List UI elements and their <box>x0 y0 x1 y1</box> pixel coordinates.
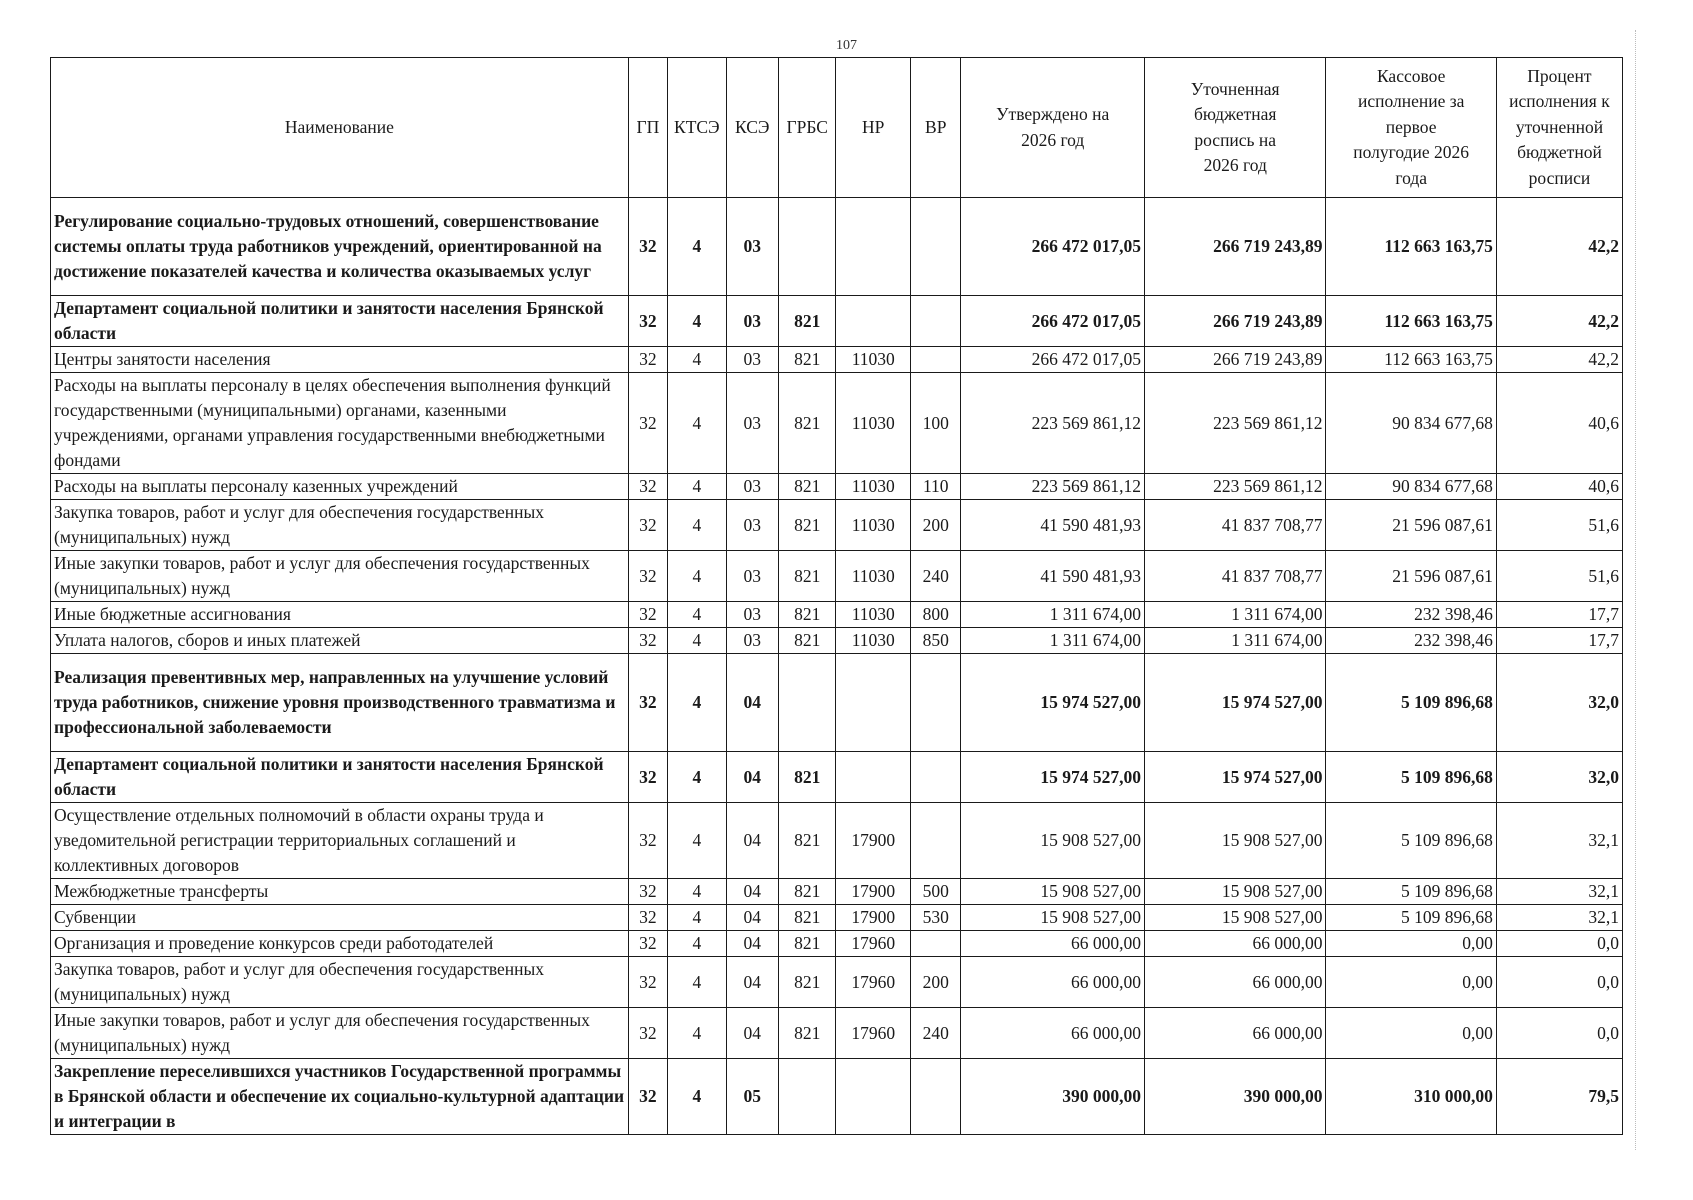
table-row <box>51 551 1623 602</box>
cell-kse: 03 <box>726 373 778 474</box>
cell-vr <box>911 1059 961 1135</box>
cell-vr <box>911 931 961 957</box>
cell-name: Центры занятости населения <box>51 347 629 373</box>
cell-percent: 40,6 <box>1496 474 1622 500</box>
cell-grbs <box>778 198 835 296</box>
cell-percent: 79,5 <box>1496 1059 1622 1135</box>
cell-percent: 0,0 <box>1496 931 1622 957</box>
cell-ktse: 4 <box>668 1008 726 1059</box>
cell-gp: 32 <box>628 551 667 602</box>
cell-gp: 32 <box>628 500 667 551</box>
cell-gp: 32 <box>628 957 667 1008</box>
cell-percent: 32,0 <box>1496 654 1622 752</box>
cell-kse: 04 <box>726 1008 778 1059</box>
cell-cash: 90 834 677,68 <box>1326 373 1496 474</box>
cell-cash: 232 398,46 <box>1326 628 1496 654</box>
cell-vr: 110 <box>911 474 961 500</box>
cell-approved: 15 974 527,00 <box>961 654 1145 752</box>
cell-vr: 240 <box>911 551 961 602</box>
cell-gp: 32 <box>628 373 667 474</box>
cell-gp: 32 <box>628 879 667 905</box>
cell-approved: 266 472 017,05 <box>961 296 1145 347</box>
cell-refined: 66 000,00 <box>1144 931 1326 957</box>
cell-nr <box>836 198 911 296</box>
cell-nr: 17960 <box>836 931 911 957</box>
cell-percent: 40,6 <box>1496 373 1622 474</box>
cell-kse: 03 <box>726 551 778 602</box>
cell-ktse: 4 <box>668 879 726 905</box>
header-nr: НР <box>836 58 911 198</box>
cell-grbs <box>778 1059 835 1135</box>
cell-approved: 15 908 527,00 <box>961 879 1145 905</box>
cell-nr: 11030 <box>836 474 911 500</box>
cell-approved: 66 000,00 <box>961 1008 1145 1059</box>
cell-percent: 42,2 <box>1496 347 1622 373</box>
table-row <box>51 296 1623 347</box>
cell-percent: 32,1 <box>1496 879 1622 905</box>
cell-grbs: 821 <box>778 551 835 602</box>
cell-cash: 5 109 896,68 <box>1326 905 1496 931</box>
cell-percent: 32,1 <box>1496 803 1622 879</box>
cell-kse: 04 <box>726 654 778 752</box>
table-row <box>51 373 1623 474</box>
cell-vr <box>911 198 961 296</box>
cell-vr <box>911 296 961 347</box>
cell-grbs: 821 <box>778 602 835 628</box>
cell-ktse: 4 <box>668 296 726 347</box>
cell-grbs: 821 <box>778 373 835 474</box>
cell-gp: 32 <box>628 905 667 931</box>
table-row <box>51 879 1623 905</box>
cell-vr: 500 <box>911 879 961 905</box>
table-row <box>51 602 1623 628</box>
scan-edge-divider <box>1635 30 1637 1150</box>
cell-name: Расходы на выплаты персоналу казенных учреждений <box>51 474 629 500</box>
cell-percent: 51,6 <box>1496 551 1622 602</box>
cell-kse: 05 <box>726 1059 778 1135</box>
cell-nr <box>836 296 911 347</box>
table-row <box>51 931 1623 957</box>
cell-kse: 04 <box>726 803 778 879</box>
cell-gp: 32 <box>628 602 667 628</box>
cell-ktse: 4 <box>668 957 726 1008</box>
cell-refined: 15 908 527,00 <box>1144 905 1326 931</box>
cell-cash: 5 109 896,68 <box>1326 803 1496 879</box>
cell-refined: 15 974 527,00 <box>1144 654 1326 752</box>
cell-name: Субвенции <box>51 905 629 931</box>
cell-kse: 04 <box>726 931 778 957</box>
cell-approved: 66 000,00 <box>961 957 1145 1008</box>
cell-nr: 11030 <box>836 500 911 551</box>
header-gp: ГП <box>628 58 667 198</box>
cell-name: Межбюджетные трансферты <box>51 879 629 905</box>
cell-nr: 17960 <box>836 1008 911 1059</box>
cell-name: Иные закупки товаров, работ и услуг для обеспечения государственных (муниципальных) нужд <box>51 551 629 602</box>
cell-ktse: 4 <box>668 803 726 879</box>
cell-approved: 223 569 861,12 <box>961 373 1145 474</box>
cell-refined: 15 908 527,00 <box>1144 803 1326 879</box>
cell-gp: 32 <box>628 1008 667 1059</box>
cell-refined: 41 837 708,77 <box>1144 500 1326 551</box>
cell-gp: 32 <box>628 198 667 296</box>
cell-name: Регулирование социально-трудовых отношений, совершенствование системы оплаты труда работников учреждений, ориентированной на достижение показателей качества и количества оказываемых услуг <box>51 198 629 296</box>
cell-approved: 41 590 481,93 <box>961 500 1145 551</box>
table-row <box>51 654 1623 752</box>
cell-refined: 66 000,00 <box>1144 957 1326 1008</box>
cell-kse: 03 <box>726 628 778 654</box>
cell-ktse: 4 <box>668 373 726 474</box>
cell-approved: 15 908 527,00 <box>961 803 1145 879</box>
cell-refined: 223 569 861,12 <box>1144 474 1326 500</box>
cell-refined: 66 000,00 <box>1144 1008 1326 1059</box>
cell-kse: 04 <box>726 879 778 905</box>
cell-approved: 223 569 861,12 <box>961 474 1145 500</box>
header-grbs: ГРБС <box>778 58 835 198</box>
cell-cash: 21 596 087,61 <box>1326 551 1496 602</box>
header-name: Наименование <box>51 58 629 198</box>
cell-cash: 112 663 163,75 <box>1326 347 1496 373</box>
cell-grbs: 821 <box>778 931 835 957</box>
cell-percent: 32,0 <box>1496 752 1622 803</box>
table-row <box>51 752 1623 803</box>
table-row <box>51 1008 1623 1059</box>
cell-gp: 32 <box>628 931 667 957</box>
cell-approved: 66 000,00 <box>961 931 1145 957</box>
cell-refined: 1 311 674,00 <box>1144 628 1326 654</box>
cell-vr: 200 <box>911 500 961 551</box>
cell-cash: 112 663 163,75 <box>1326 296 1496 347</box>
cell-gp: 32 <box>628 752 667 803</box>
table-header-row <box>51 58 1623 198</box>
header-refined: Уточненная бюджетная роспись на 2026 год <box>1144 58 1326 198</box>
table-body <box>51 198 1623 1135</box>
table-row <box>51 957 1623 1008</box>
cell-kse: 03 <box>726 198 778 296</box>
cell-name: Уплата налогов, сборов и иных платежей <box>51 628 629 654</box>
cell-refined: 41 837 708,77 <box>1144 551 1326 602</box>
cell-gp: 32 <box>628 1059 667 1135</box>
cell-nr: 17900 <box>836 879 911 905</box>
cell-gp: 32 <box>628 474 667 500</box>
cell-gp: 32 <box>628 347 667 373</box>
table-row <box>51 1059 1623 1135</box>
cell-grbs: 821 <box>778 347 835 373</box>
cell-kse: 04 <box>726 752 778 803</box>
cell-kse: 03 <box>726 602 778 628</box>
cell-name: Реализация превентивных мер, направленных на улучшение условий труда работников, снижение уровня производственного травматизма и профессиональной заболеваемости <box>51 654 629 752</box>
cell-cash: 90 834 677,68 <box>1326 474 1496 500</box>
cell-kse: 03 <box>726 347 778 373</box>
header-kse: КСЭ <box>726 58 778 198</box>
cell-kse: 04 <box>726 905 778 931</box>
cell-percent: 17,7 <box>1496 602 1622 628</box>
cell-approved: 266 472 017,05 <box>961 198 1145 296</box>
cell-grbs: 821 <box>778 1008 835 1059</box>
table-row <box>51 347 1623 373</box>
table-row <box>51 628 1623 654</box>
header-approved: Утверждено на 2026 год <box>961 58 1145 198</box>
cell-refined: 223 569 861,12 <box>1144 373 1326 474</box>
cell-name: Закупка товаров, работ и услуг для обеспечения государственных (муниципальных) нужд <box>51 500 629 551</box>
cell-approved: 1 311 674,00 <box>961 628 1145 654</box>
cell-grbs <box>778 654 835 752</box>
cell-name: Закрепление переселившихся участников Государственной программы в Брянской области и обеспечение их социально-культурной адаптации и интеграции в <box>51 1059 629 1135</box>
cell-nr: 11030 <box>836 551 911 602</box>
cell-percent: 32,1 <box>1496 905 1622 931</box>
cell-name: Департамент социальной политики и занятости населения Брянской области <box>51 296 629 347</box>
cell-grbs: 821 <box>778 752 835 803</box>
cell-vr: 240 <box>911 1008 961 1059</box>
table-row <box>51 905 1623 931</box>
header-cash: Кассовое исполнение за первое полугодие 2026 года <box>1326 58 1496 198</box>
cell-ktse: 4 <box>668 1059 726 1135</box>
cell-nr: 17900 <box>836 905 911 931</box>
cell-cash: 310 000,00 <box>1326 1059 1496 1135</box>
table-row <box>51 803 1623 879</box>
table-row <box>51 474 1623 500</box>
cell-refined: 1 311 674,00 <box>1144 602 1326 628</box>
cell-refined: 15 974 527,00 <box>1144 752 1326 803</box>
cell-refined: 390 000,00 <box>1144 1059 1326 1135</box>
cell-kse: 03 <box>726 474 778 500</box>
cell-cash: 0,00 <box>1326 1008 1496 1059</box>
page-number: 107 <box>836 38 857 53</box>
cell-grbs: 821 <box>778 474 835 500</box>
cell-nr: 17900 <box>836 803 911 879</box>
cell-ktse: 4 <box>668 198 726 296</box>
cell-vr: 850 <box>911 628 961 654</box>
cell-nr: 17960 <box>836 957 911 1008</box>
cell-gp: 32 <box>628 803 667 879</box>
cell-cash: 5 109 896,68 <box>1326 752 1496 803</box>
cell-vr: 530 <box>911 905 961 931</box>
header-percent: Процент исполнения к уточненной бюджетной росписи <box>1496 58 1622 198</box>
cell-name: Иные бюджетные ассигнования <box>51 602 629 628</box>
cell-approved: 1 311 674,00 <box>961 602 1145 628</box>
cell-kse: 04 <box>726 957 778 1008</box>
cell-nr: 11030 <box>836 602 911 628</box>
cell-percent: 0,0 <box>1496 957 1622 1008</box>
cell-refined: 266 719 243,89 <box>1144 347 1326 373</box>
header-vr: ВР <box>911 58 961 198</box>
cell-name: Осуществление отдельных полномочий в области охраны труда и уведомительной регистрации территориальных соглашений и коллективных договоров <box>51 803 629 879</box>
cell-name: Иные закупки товаров, работ и услуг для обеспечения государственных (муниципальных) нужд <box>51 1008 629 1059</box>
cell-kse: 03 <box>726 500 778 551</box>
cell-nr: 11030 <box>836 347 911 373</box>
cell-nr <box>836 752 911 803</box>
cell-ktse: 4 <box>668 628 726 654</box>
cell-cash: 0,00 <box>1326 957 1496 1008</box>
cell-vr <box>911 752 961 803</box>
cell-grbs: 821 <box>778 879 835 905</box>
cell-cash: 112 663 163,75 <box>1326 198 1496 296</box>
cell-vr <box>911 347 961 373</box>
table-row <box>51 500 1623 551</box>
cell-ktse: 4 <box>668 474 726 500</box>
cell-ktse: 4 <box>668 905 726 931</box>
header-ktse: КТСЭ <box>668 58 726 198</box>
budget-execution-table <box>50 57 1623 1135</box>
cell-ktse: 4 <box>668 931 726 957</box>
cell-grbs: 821 <box>778 296 835 347</box>
cell-gp: 32 <box>628 628 667 654</box>
cell-gp: 32 <box>628 654 667 752</box>
cell-grbs: 821 <box>778 628 835 654</box>
cell-percent: 42,2 <box>1496 296 1622 347</box>
cell-nr <box>836 1059 911 1135</box>
cell-vr: 800 <box>911 602 961 628</box>
cell-name: Организация и проведение конкурсов среди работодателей <box>51 931 629 957</box>
cell-nr: 11030 <box>836 373 911 474</box>
cell-ktse: 4 <box>668 347 726 373</box>
cell-name: Расходы на выплаты персоналу в целях обеспечения выполнения функций государственными (муниципальными) органами, казенными учреждениями, органами управления государственными внебюджетными фондами <box>51 373 629 474</box>
cell-percent: 42,2 <box>1496 198 1622 296</box>
cell-vr: 200 <box>911 957 961 1008</box>
cell-kse: 03 <box>726 296 778 347</box>
cell-refined: 15 908 527,00 <box>1144 879 1326 905</box>
cell-vr: 100 <box>911 373 961 474</box>
cell-vr <box>911 803 961 879</box>
cell-approved: 41 590 481,93 <box>961 551 1145 602</box>
cell-nr: 11030 <box>836 628 911 654</box>
cell-refined: 266 719 243,89 <box>1144 296 1326 347</box>
cell-cash: 5 109 896,68 <box>1326 654 1496 752</box>
cell-grbs: 821 <box>778 957 835 1008</box>
table-row <box>51 198 1623 296</box>
cell-grbs: 821 <box>778 500 835 551</box>
cell-gp: 32 <box>628 296 667 347</box>
cell-cash: 5 109 896,68 <box>1326 879 1496 905</box>
cell-percent: 17,7 <box>1496 628 1622 654</box>
cell-ktse: 4 <box>668 654 726 752</box>
cell-cash: 232 398,46 <box>1326 602 1496 628</box>
cell-approved: 15 908 527,00 <box>961 905 1145 931</box>
cell-grbs: 821 <box>778 803 835 879</box>
cell-ktse: 4 <box>668 551 726 602</box>
cell-percent: 51,6 <box>1496 500 1622 551</box>
cell-name: Департамент социальной политики и занятости населения Брянской области <box>51 752 629 803</box>
cell-refined: 266 719 243,89 <box>1144 198 1326 296</box>
cell-nr <box>836 654 911 752</box>
cell-ktse: 4 <box>668 602 726 628</box>
cell-vr <box>911 654 961 752</box>
cell-approved: 15 974 527,00 <box>961 752 1145 803</box>
cell-percent: 0,0 <box>1496 1008 1622 1059</box>
cell-ktse: 4 <box>668 500 726 551</box>
cell-grbs: 821 <box>778 905 835 931</box>
cell-approved: 390 000,00 <box>961 1059 1145 1135</box>
cell-approved: 266 472 017,05 <box>961 347 1145 373</box>
cell-ktse: 4 <box>668 752 726 803</box>
cell-cash: 21 596 087,61 <box>1326 500 1496 551</box>
cell-cash: 0,00 <box>1326 931 1496 957</box>
cell-name: Закупка товаров, работ и услуг для обеспечения государственных (муниципальных) нужд <box>51 957 629 1008</box>
